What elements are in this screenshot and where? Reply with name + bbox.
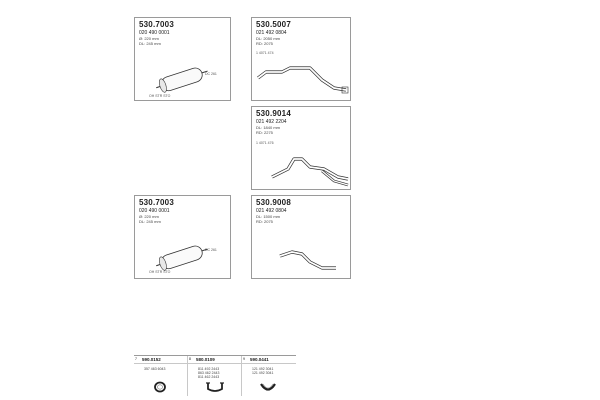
part-card-muffler-1[interactable] xyxy=(134,17,231,101)
part-number: 530.7003 xyxy=(139,198,174,207)
label-b: OH STR STO xyxy=(149,270,171,274)
reference-number: 021 492 2204 xyxy=(256,119,287,125)
label-a: DC 261 xyxy=(205,248,217,252)
reference-number: 811 462 2443 xyxy=(198,375,220,379)
reference-number: 811 492 2443 xyxy=(198,367,220,371)
item-index: 8 xyxy=(189,357,191,361)
spec-line-1: DL: 1840 mm xyxy=(256,125,281,130)
reference-number: 020 490 0001 xyxy=(139,208,170,214)
spec-line-2: DL: 245 mm xyxy=(139,41,161,46)
spec-line-2: DL: 245 mm xyxy=(139,219,161,224)
part-number: 530.9008 xyxy=(256,198,291,207)
label-a: 1 4071 474 xyxy=(256,51,274,55)
gasket-icon xyxy=(258,381,278,393)
spec-line-1: DL: 2050 mm xyxy=(256,36,281,41)
muffler-drawing xyxy=(135,18,232,102)
part-number: 530.9014 xyxy=(256,109,291,118)
reference-number: 863 462 2443 xyxy=(198,371,220,375)
accessory-cell-gasket[interactable] xyxy=(242,356,296,396)
reference-number: 121 492 3041 xyxy=(252,371,274,375)
part-number: 530.5007 xyxy=(256,20,291,29)
reference-number: 021 492 0804 xyxy=(256,208,287,214)
accessory-cell-clamp[interactable] xyxy=(134,356,188,396)
part-number: 580.0109 xyxy=(196,357,215,362)
reference-number: 020 490 0001 xyxy=(139,30,170,36)
label-b: OH STR STO xyxy=(149,94,171,98)
divider xyxy=(188,363,241,364)
divider xyxy=(242,363,296,364)
item-index: 7 xyxy=(135,357,137,361)
exhaust-pipe-drawing xyxy=(252,107,352,191)
spec-line-2: RD: 2075 xyxy=(256,41,273,46)
reference-number: 021 492 0804 xyxy=(256,30,287,36)
spec-line-1: Ø: 220 mm xyxy=(139,214,159,219)
part-card-pipe-2[interactable] xyxy=(251,106,351,190)
part-card-pipe-1[interactable] xyxy=(251,17,351,101)
divider xyxy=(134,363,187,364)
muffler-drawing xyxy=(135,196,232,280)
reference-number: 357 463 6043 xyxy=(144,367,166,371)
accessory-strip xyxy=(134,355,296,395)
exhaust-pipe-drawing xyxy=(252,18,352,102)
spec-line-2: RD: 2075 xyxy=(256,219,273,224)
part-number: 590.0441 xyxy=(250,357,269,362)
label-a: DC 261 xyxy=(205,72,217,76)
bracket-icon xyxy=(204,381,226,393)
part-number: 530.7003 xyxy=(139,20,174,29)
clamp-icon xyxy=(150,381,170,393)
part-card-pipe-3[interactable] xyxy=(251,195,351,279)
part-number: 590.0152 xyxy=(142,357,161,362)
spec-line-1: DL: 1500 mm xyxy=(256,214,281,219)
item-index: 9 xyxy=(243,357,245,361)
exhaust-pipe-drawing xyxy=(252,196,352,280)
label-a: 1 4071 476 xyxy=(256,141,274,145)
part-card-muffler-2[interactable] xyxy=(134,195,231,279)
spec-line-1: Ø: 220 mm xyxy=(139,36,159,41)
accessory-cell-bracket[interactable] xyxy=(188,356,242,396)
spec-line-2: RD: 2275 xyxy=(256,130,273,135)
reference-number: 121 492 3041 xyxy=(252,367,274,371)
